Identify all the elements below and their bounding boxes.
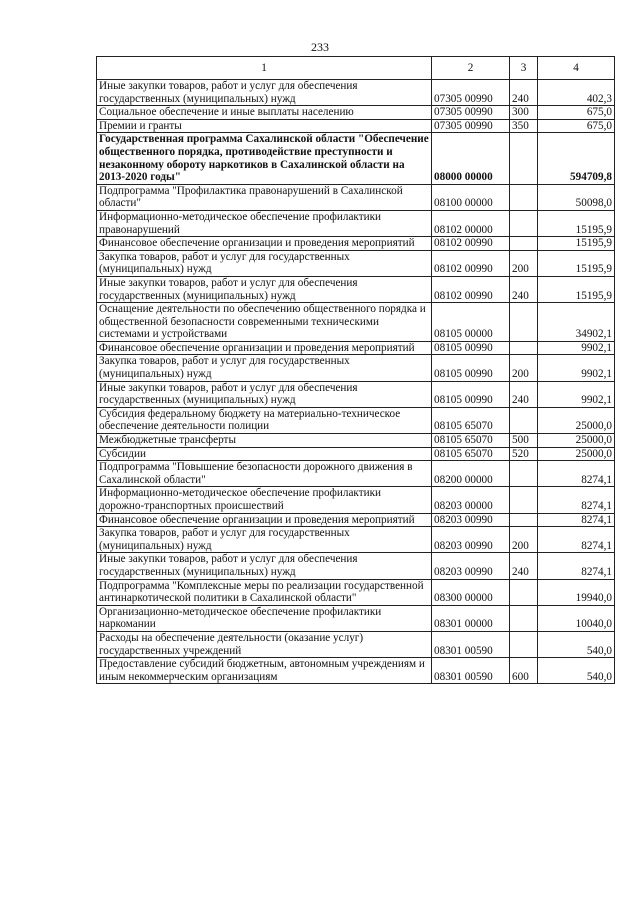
row-sum-cell: 15195,9 <box>538 210 615 236</box>
row-name-cell: Финансовое обеспечение организации и проведения мероприятий <box>97 237 432 251</box>
table-row <box>97 106 615 120</box>
row-code-cell: 08301 00590 <box>432 658 510 684</box>
table-row <box>97 527 615 553</box>
row-code-cell: 08105 00990 <box>432 355 510 381</box>
row-name-cell: Подпрограмма "Комплексные меры по реализации государственной антинаркотической политики в Сахалинской области" <box>97 579 432 605</box>
row-expense-type-cell: 300 <box>510 106 538 120</box>
table-row <box>97 513 615 527</box>
row-sum-cell: 25000,0 <box>538 434 615 448</box>
row-expense-type-cell: 200 <box>510 527 538 553</box>
row-sum-cell: 9902,1 <box>538 381 615 407</box>
row-sum-cell: 19940,0 <box>538 579 615 605</box>
row-code-cell: 08105 00990 <box>432 341 510 355</box>
row-expense-type-cell: 200 <box>510 250 538 276</box>
row-expense-type-cell <box>510 579 538 605</box>
table-row <box>97 447 615 461</box>
table-row <box>97 487 615 513</box>
table-row <box>97 355 615 381</box>
row-expense-type-cell <box>510 605 538 631</box>
row-name-cell: Информационно-методическое обеспечение профилактики правонарушений <box>97 210 432 236</box>
row-code-cell: 07305 00990 <box>432 106 510 120</box>
row-expense-type-cell <box>510 210 538 236</box>
row-expense-type-cell <box>510 487 538 513</box>
row-expense-type-cell: 200 <box>510 355 538 381</box>
row-sum-cell: 9902,1 <box>538 341 615 355</box>
table-row <box>97 119 615 133</box>
row-sum-cell: 8274,1 <box>538 513 615 527</box>
table-row <box>97 461 615 487</box>
row-sum-cell: 8274,1 <box>538 487 615 513</box>
row-name-cell: Подпрограмма "Повышение безопасности дорожного движения в Сахалинской области" <box>97 461 432 487</box>
row-expense-type-cell <box>510 407 538 433</box>
row-sum-cell: 25000,0 <box>538 407 615 433</box>
row-code-cell: 08301 00590 <box>432 631 510 657</box>
row-expense-type-cell: 240 <box>510 276 538 302</box>
row-sum-cell: 8274,1 <box>538 553 615 579</box>
column-number-row <box>97 57 615 80</box>
row-name-cell: Межбюджетные трансферты <box>97 434 432 448</box>
row-name-cell: Финансовое обеспечение организации и проведения мероприятий <box>97 513 432 527</box>
row-expense-type-cell: 520 <box>510 447 538 461</box>
row-expense-type-cell: 240 <box>510 80 538 106</box>
row-code-cell: 08300 00000 <box>432 579 510 605</box>
row-expense-type-cell <box>510 184 538 210</box>
row-code-cell: 08105 00000 <box>432 303 510 342</box>
table-row <box>97 184 615 210</box>
row-code-cell: 08105 65070 <box>432 447 510 461</box>
row-code-cell: 08102 00000 <box>432 210 510 236</box>
row-name-cell: Организационно-методическое обеспечение профилактики наркомании <box>97 605 432 631</box>
row-sum-cell: 9902,1 <box>538 355 615 381</box>
row-code-cell: 08000 00000 <box>432 133 510 184</box>
row-expense-type-cell <box>510 341 538 355</box>
table-row <box>97 434 615 448</box>
row-name-cell: Субсидии <box>97 447 432 461</box>
row-sum-cell: 25000,0 <box>538 447 615 461</box>
row-name-cell: Финансовое обеспечение организации и проведения мероприятий <box>97 341 432 355</box>
row-code-cell: 08203 00990 <box>432 553 510 579</box>
row-name-cell: Государственная программа Сахалинской области "Обеспечение общественного порядка, противодействие преступности и незаконному обороту наркотиков в Сахалинской области на 2013-2020 годы" <box>97 133 432 184</box>
row-name-cell: Иные закупки товаров, работ и услуг для обеспечения государственных (муниципальных) нужд <box>97 381 432 407</box>
column-number-1: 1 <box>97 57 432 80</box>
row-sum-cell: 15195,9 <box>538 237 615 251</box>
row-expense-type-cell: 240 <box>510 381 538 407</box>
table-row <box>97 133 615 184</box>
row-code-cell: 07305 00990 <box>432 119 510 133</box>
row-name-cell: Закупка товаров, работ и услуг для государственных (муниципальных) нужд <box>97 250 432 276</box>
table-row <box>97 341 615 355</box>
row-name-cell: Закупка товаров, работ и услуг для государственных (муниципальных) нужд <box>97 355 432 381</box>
row-expense-type-cell <box>510 133 538 184</box>
row-expense-type-cell: 600 <box>510 658 538 684</box>
table-row <box>97 553 615 579</box>
row-sum-cell: 675,0 <box>538 119 615 133</box>
row-sum-cell: 34902,1 <box>538 303 615 342</box>
row-code-cell: 08200 00000 <box>432 461 510 487</box>
row-name-cell: Информационно-методическое обеспечение профилактики дорожно-транспортных происшествий <box>97 487 432 513</box>
row-name-cell: Расходы на обеспечение деятельности (оказание услуг) государственных учреждений <box>97 631 432 657</box>
row-expense-type-cell <box>510 237 538 251</box>
row-code-cell: 08203 00990 <box>432 527 510 553</box>
table-row <box>97 658 615 684</box>
table-row <box>97 579 615 605</box>
table-row <box>97 407 615 433</box>
row-name-cell: Иные закупки товаров, работ и услуг для обеспечения государственных (муниципальных) нужд <box>97 276 432 302</box>
row-sum-cell: 50098,0 <box>538 184 615 210</box>
row-code-cell: 08100 00000 <box>432 184 510 210</box>
row-code-cell: 08102 00990 <box>432 250 510 276</box>
column-number-2: 2 <box>432 57 510 80</box>
row-code-cell: 08301 00000 <box>432 605 510 631</box>
row-sum-cell: 594709,8 <box>538 133 615 184</box>
table-row <box>97 276 615 302</box>
row-sum-cell: 402,3 <box>538 80 615 106</box>
row-name-cell: Предоставление субсидий бюджетным, автономным учреждениям и иным некоммерческим организациям <box>97 658 432 684</box>
row-sum-cell: 8274,1 <box>538 461 615 487</box>
column-number-3: 3 <box>510 57 538 80</box>
row-name-cell: Иные закупки товаров, работ и услуг для обеспечения государственных (муниципальных) нужд <box>97 80 432 106</box>
row-name-cell: Подпрограмма "Профилактика правонарушений в Сахалинской области" <box>97 184 432 210</box>
row-code-cell: 08203 00000 <box>432 487 510 513</box>
row-sum-cell: 15195,9 <box>538 276 615 302</box>
row-expense-type-cell: 500 <box>510 434 538 448</box>
row-code-cell: 08203 00990 <box>432 513 510 527</box>
column-number-4: 4 <box>538 57 615 80</box>
row-code-cell: 08102 00990 <box>432 237 510 251</box>
row-sum-cell: 15195,9 <box>538 250 615 276</box>
row-expense-type-cell: 240 <box>510 553 538 579</box>
row-code-cell: 08105 65070 <box>432 407 510 433</box>
table-row <box>97 237 615 251</box>
budget-table-body <box>97 57 615 684</box>
table-row <box>97 80 615 106</box>
row-name-cell: Иные закупки товаров, работ и услуг для обеспечения государственных (муниципальных) нужд <box>97 553 432 579</box>
table-row <box>97 631 615 657</box>
row-expense-type-cell <box>510 461 538 487</box>
table-row <box>97 381 615 407</box>
row-name-cell: Социальное обеспечение и иные выплаты населению <box>97 106 432 120</box>
row-sum-cell: 675,0 <box>538 106 615 120</box>
row-sum-cell: 540,0 <box>538 631 615 657</box>
row-expense-type-cell <box>510 631 538 657</box>
table-row <box>97 250 615 276</box>
row-sum-cell: 540,0 <box>538 658 615 684</box>
row-code-cell: 08105 65070 <box>432 434 510 448</box>
row-expense-type-cell <box>510 513 538 527</box>
row-expense-type-cell: 350 <box>510 119 538 133</box>
table-row <box>97 210 615 236</box>
row-expense-type-cell <box>510 303 538 342</box>
row-sum-cell: 8274,1 <box>538 527 615 553</box>
row-code-cell: 08102 00990 <box>432 276 510 302</box>
table-row <box>97 303 615 342</box>
row-code-cell: 07305 00990 <box>432 80 510 106</box>
row-name-cell: Оснащение деятельности по обеспечению общественного порядка и общественной безопасности современными техническими системами и устройствами <box>97 303 432 342</box>
table-row <box>97 605 615 631</box>
row-name-cell: Премии и гранты <box>97 119 432 133</box>
page-number: 233 <box>311 40 329 54</box>
row-name-cell: Субсидия федеральному бюджету на материально-техническое обеспечение деятельности полиции <box>97 407 432 433</box>
row-name-cell: Закупка товаров, работ и услуг для государственных (муниципальных) нужд <box>97 527 432 553</box>
row-code-cell: 08105 00990 <box>432 381 510 407</box>
row-sum-cell: 10040,0 <box>538 605 615 631</box>
budget-table <box>96 56 615 684</box>
